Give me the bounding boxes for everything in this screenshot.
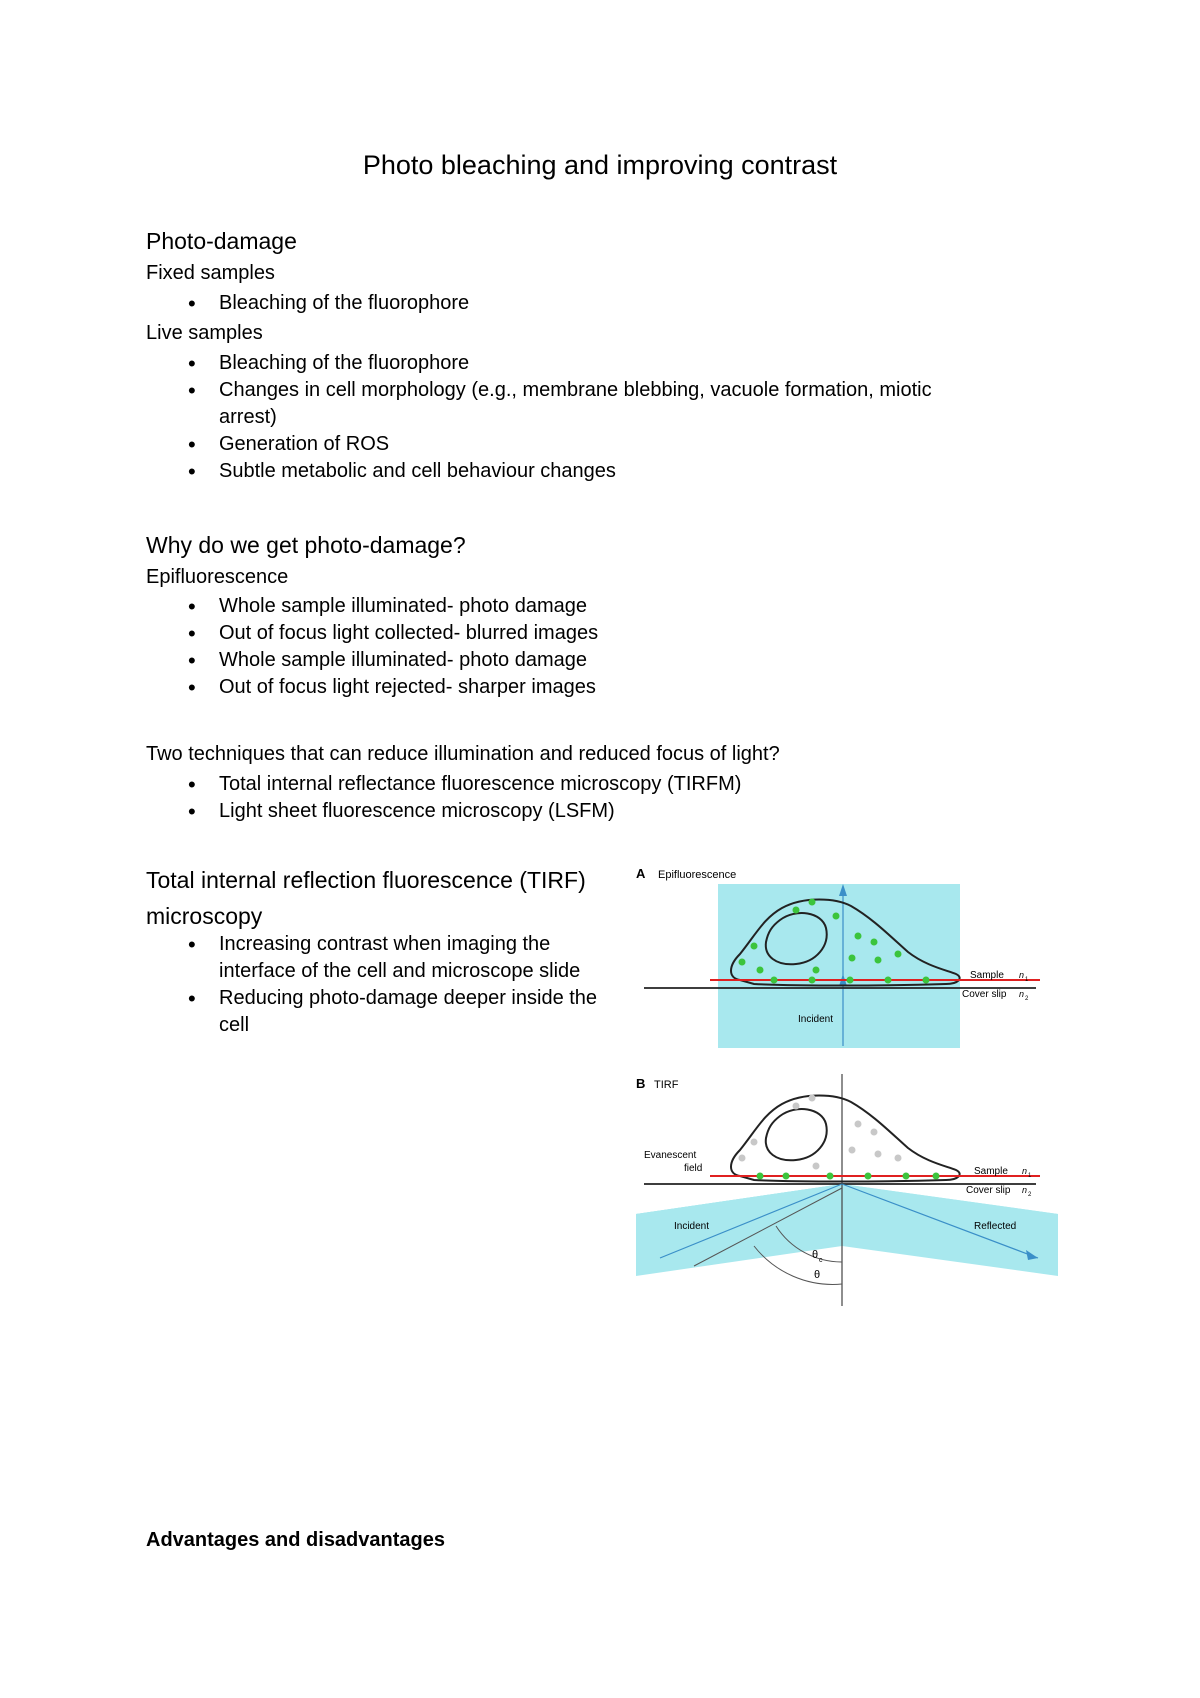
green-dot <box>895 951 902 958</box>
panel-a-title: Epifluorescence <box>658 869 737 881</box>
fixed-samples-label: Fixed samples <box>146 262 275 284</box>
epifluorescence-label: Epifluorescence <box>146 566 289 588</box>
list-item: • Bleaching of the fluorophore <box>146 290 469 317</box>
sample-label-a: Sample <box>970 970 1004 981</box>
grey-dot <box>739 1155 746 1162</box>
list-item: • Reducing photo-damage deeper inside the cell <box>146 985 616 1039</box>
grey-dot <box>895 1155 902 1162</box>
green-dot <box>875 957 882 964</box>
section-heading-why: Why do we get photo-damage? <box>146 532 466 558</box>
list-item: • Out of focus light rejected- sharper images <box>146 674 598 701</box>
list-item: • Changes in cell morphology (e.g., membrane blebbing, vacuole formation, miotic arrest) <box>146 377 979 431</box>
grey-dot <box>793 1103 800 1110</box>
n1-subscript-b: 1 <box>1028 1173 1032 1179</box>
grey-dot <box>871 1129 878 1136</box>
tirf-figure <box>636 866 1058 1306</box>
cover-slip-label-a: Cover slip <box>962 989 1007 1000</box>
green-dot <box>827 1173 834 1180</box>
tirf-list <box>146 931 616 1039</box>
n1-symbol-a: n <box>1019 970 1025 980</box>
green-dot <box>809 899 816 906</box>
figure-svg <box>636 866 1058 1306</box>
page-title: Photo bleaching and improving contrast <box>362 150 838 180</box>
green-dot <box>849 955 856 962</box>
grey-dot <box>875 1151 882 1158</box>
grey-dot <box>855 1121 862 1128</box>
green-dot <box>793 907 800 914</box>
list-item: • Total internal reflectance fluorescence microscopy (TIRFM) <box>146 771 741 798</box>
panel-a-letter: A <box>636 866 646 881</box>
theta-label: θ <box>814 1269 821 1281</box>
green-dot <box>933 1173 940 1180</box>
green-dot <box>751 943 758 950</box>
list-item: • Whole sample illuminated- photo damage <box>146 647 598 674</box>
green-dot <box>871 939 878 946</box>
sample-label-b: Sample <box>974 1166 1008 1177</box>
panel-b-title: TIRF <box>654 1079 679 1091</box>
theta-c-subscript: c <box>819 1257 823 1264</box>
live-samples-list <box>146 350 1046 485</box>
list-item: • Generation of ROS <box>146 431 1046 458</box>
green-dot <box>923 977 930 984</box>
green-dot <box>865 1173 872 1180</box>
green-dot <box>813 967 820 974</box>
grey-dot <box>751 1139 758 1146</box>
theta-c-label: θ <box>812 1249 819 1261</box>
green-dot <box>855 933 862 940</box>
n2-subscript-a: 2 <box>1025 996 1029 1002</box>
list-item: • Bleaching of the fluorophore <box>146 350 1046 377</box>
incident-beam-body <box>636 1184 842 1276</box>
green-dot <box>885 977 892 984</box>
n2-subscript-b: 2 <box>1028 1192 1032 1198</box>
epi-illumination-area <box>718 884 960 1048</box>
n1-subscript-a: 1 <box>1025 977 1029 983</box>
n2-symbol-b: n <box>1022 1185 1028 1195</box>
list-item: • Subtle metabolic and cell behaviour changes <box>146 458 1046 485</box>
reflected-beam-body <box>842 1184 1058 1276</box>
incident-label-b: Incident <box>674 1221 710 1232</box>
n2-symbol-a: n <box>1019 989 1025 999</box>
green-dot <box>771 977 778 984</box>
evanescent-label-2: field <box>684 1163 703 1174</box>
green-dot <box>903 1173 910 1180</box>
epifluorescence-list <box>146 593 598 701</box>
fluorophores-b <box>739 1095 940 1180</box>
techniques-question: Two techniques that can reduce illumination and reduced focus of light? <box>146 743 780 765</box>
grey-dot <box>809 1095 816 1102</box>
techniques-list <box>146 771 741 825</box>
evanescent-label-1: Evanescent <box>644 1150 697 1161</box>
reflected-label-b: Reflected <box>974 1221 1017 1232</box>
green-dot <box>783 1173 790 1180</box>
green-dot <box>739 959 746 966</box>
list-item: • Light sheet fluorescence microscopy (LSFM) <box>146 798 741 825</box>
grey-dot <box>849 1147 856 1154</box>
live-samples-label: Live samples <box>146 322 263 344</box>
list-item: • Out of focus light collected- blurred images <box>146 620 598 647</box>
advantages-heading: Advantages and disadvantages <box>146 1529 445 1551</box>
cover-slip-label-b: Cover slip <box>966 1185 1011 1196</box>
list-item: • Increasing contrast when imaging the interface of the cell and microscope slide <box>146 931 616 985</box>
nucleus-b <box>766 1109 827 1160</box>
green-dot <box>757 967 764 974</box>
green-dot <box>809 977 816 984</box>
grey-dot <box>813 1163 820 1170</box>
section-heading-tirf: Total internal reflection fluorescence (TIRF) microscopy <box>146 867 586 929</box>
section-heading-photo-damage: Photo-damage <box>146 228 297 254</box>
n1-symbol-b: n <box>1022 1166 1028 1176</box>
list-item: • Whole sample illuminated- photo damage <box>146 593 598 620</box>
green-dot <box>847 977 854 984</box>
panel-b-letter: B <box>636 1076 646 1091</box>
incident-label-a: Incident <box>798 1014 834 1025</box>
green-dot <box>833 913 840 920</box>
green-dot <box>757 1173 764 1180</box>
fixed-samples-list <box>146 290 469 317</box>
